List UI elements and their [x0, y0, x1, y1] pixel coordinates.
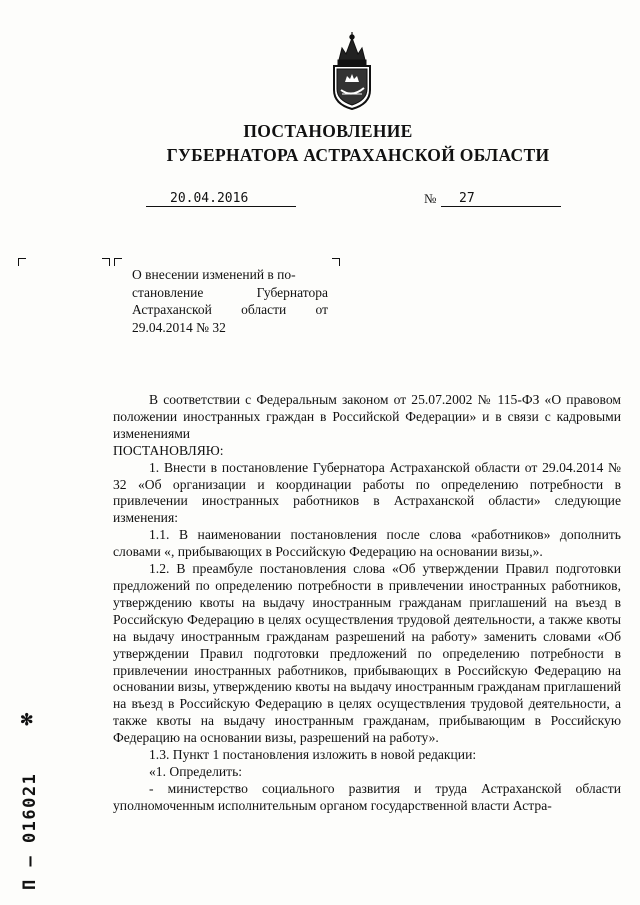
subject-line: становление Губернатора	[132, 284, 328, 300]
preamble-paragraph: В соответствии с Федеральным законом от 25.07.2002 № 115-ФЗ «О правовом положении иностранных граждан в Российской Федерации» и в связи с кадровыми изменениями	[113, 392, 621, 441]
clause-1-2: 1.2. В преамбуле постановления слова «Об утверждении Правил подготовки предложений по определению потребности в привлечении иностранных работников, утверждению квоты на выдачу иностранным гражданам приглашений на въезд в Российскую Федерацию в целях осуществления трудовой деятельности, а также квоты на выдачу иностранным гражданам разрешений на работу» заменить словами «Об утверждении Правил подготовки предложений по определению потребности в привлечении иностранных работников, прибывающих в Российскую Федерацию на основании визы, утверждению квоты на выдачу иностранным гражданам приглашений на въезд в Российскую Федерацию в целях осуществления трудовой деятельности, а также квоты на выдачу иностранным гражданам, прибывающим в Российскую Федерацию на основании визы, разрешений на работу».	[113, 561, 621, 746]
issuer-title: ГУБЕРНАТОРА АСТРАХАНСКОЙ ОБЛАСТИ	[166, 145, 550, 165]
corner-mark	[102, 258, 110, 266]
document-body	[113, 392, 621, 815]
list-item: - министерство социального развития и труда Астраханской области уполномоченным исполнительным органом государственной власти Астра-	[113, 780, 621, 813]
decree-heading: ПОСТАНОВЛЯЮ:	[113, 442, 224, 458]
quoted-clause: «1. Определить:	[149, 763, 243, 779]
subject-line: О внесении изменений в по-	[132, 267, 296, 282]
serial-stamp: П – 016021	[20, 772, 40, 890]
corner-mark	[18, 258, 26, 266]
document-title: ПОСТАНОВЛЕНИЕ	[243, 121, 413, 141]
clause-1-3: 1.3. Пункт 1 постановления изложить в новой редакции:	[149, 747, 477, 763]
corner-mark	[332, 258, 340, 266]
stamp-mark-icon: ✻	[20, 712, 34, 729]
clause-1-1: 1.1. В наименовании постановления после слова «работников» дополнить словами «, прибывающих в Российскую Федерацию на основании визы,».	[113, 527, 621, 560]
document-subject	[132, 266, 328, 336]
number-label: №	[424, 191, 437, 206]
astrakhan-crest-icon	[326, 32, 378, 110]
clause-1: 1. Внести в постановление Губернатора Астраханской области от 29.04.2014 № 32 «Об организации и координации работы по определению потребности в привлечении иностранных работников в Астраханской области» следующие изменения:	[113, 459, 621, 526]
document-number: 27	[441, 192, 561, 207]
document-date: 20.04.2016	[146, 192, 296, 207]
subject-line: Астраханской области от	[132, 302, 328, 317]
corner-mark	[114, 258, 122, 266]
subject-line: 29.04.2014 № 32	[132, 319, 226, 335]
